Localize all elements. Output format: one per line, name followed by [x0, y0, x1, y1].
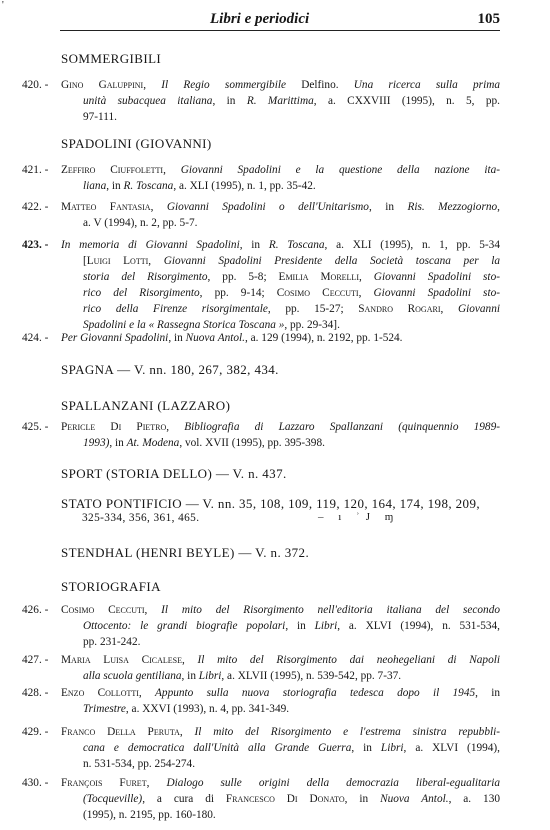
running-header: [60, 8, 500, 31]
section-heading-spallanzani: SPALLANZANI (LAZZARO): [61, 398, 231, 413]
citation-line: Gino Galuppini, Il Regio sommergibile Delfino. Una ricerca sulla prima: [61, 79, 501, 91]
entry-number: 420. -: [22, 79, 49, 91]
entry-426: [22, 602, 500, 650]
entry-citation: [61, 775, 500, 823]
citation-line: liana, in R. Toscana, a. XLI (1995), n. 1, pp. 35-42.: [83, 180, 316, 192]
entry-424: [22, 330, 500, 346]
citation-line: rico del Risorgimento, pp. 9-14; Cosimo Ceccuti, Giovanni Spadolini sto-: [83, 287, 501, 299]
citation-line: pp. 231-242.: [83, 636, 141, 648]
citation-line: Trimestre, a. XXVI (1993), n. 4, pp. 341-349.: [83, 703, 290, 715]
entry-number: 426. -: [22, 604, 49, 616]
entry-427: [22, 652, 500, 684]
entry-citation: [61, 419, 500, 451]
citation-line: Matteo Fantasia, Giovanni Spadolini o dell'Unitarismo, in Ris. Mezzogiorno,: [61, 201, 500, 213]
citation-line: Franco Della Peruta, Il mito del Risorgimento e l'estrema sinistra repubbli-: [61, 726, 501, 738]
entry-citation: [61, 162, 500, 194]
citation-line: rico della Firenze risorgimentale, pp. 15-27; Sandro Rogari, Giovanni: [83, 303, 500, 315]
citation-line: [Luigi Lotti, Giovanni Spadolini Presidente della Società toscana per la: [83, 255, 501, 267]
citation-line: a. V (1994), n. 2, pp. 5-7.: [83, 217, 198, 229]
section-heading-stato-pontificio: STATO PONTIFICIO — V. nn. 35, 108, 109, 119, 120, 164, 174, 198, 209,: [61, 496, 480, 511]
entry-citation: [61, 652, 500, 684]
citation-line: Per Giovanni Spadolini, in Nuova Antol., a. 129 (1994), n. 2192, pp. 1-524.: [61, 332, 403, 344]
entry-422: [22, 199, 500, 231]
section-heading-storiografia: STORIOGRAFIA: [61, 579, 161, 594]
entry-citation: [61, 237, 500, 333]
stray-print-marks: – ı ʾJ ɱ: [318, 511, 400, 523]
entry-citation: [61, 199, 500, 231]
entry-number: 421. -: [22, 164, 49, 176]
entry-428: [22, 685, 500, 717]
section-heading-stendhal: STENDHAL (HENRI BEYLE) — V. n. 372.: [61, 545, 310, 560]
entry-citation: [61, 724, 500, 772]
section-heading-sommergibili: SOMMERGIBILI: [61, 51, 162, 66]
section-heading-spagna: SPAGNA — V. nn. 180, 267, 382, 434.: [61, 362, 279, 377]
corner-mark: ': [2, 0, 4, 11]
citation-line: (1995), n. 2195, pp. 160-180.: [83, 809, 216, 821]
entry-number: 430. -: [22, 777, 49, 789]
entry-citation: [61, 602, 500, 650]
entry-423: [22, 237, 500, 333]
entry-number: 427. -: [22, 654, 49, 666]
entry-citation: [61, 330, 500, 346]
citation-line: n. 531-534, pp. 254-274.: [83, 758, 196, 770]
entry-number: 424. -: [22, 332, 49, 344]
citation-line: storia del Risorgimento, pp. 5-8; Emilia Morelli, Giovanni Spadolini sto-: [83, 271, 500, 283]
entry-number: 428. -: [22, 687, 49, 699]
entry-number: 429. -: [22, 726, 49, 738]
citation-line: Pericle Di Pietro, Bibliografia di Lazzaro Spallanzani (quinquennio 1989-: [61, 421, 500, 433]
entry-429: [22, 724, 500, 772]
citation-line: François Furet, Dialogo sulle origini della democrazia liberal-egualitaria: [61, 777, 500, 789]
entry-421: [22, 162, 500, 194]
section-crossref-continuation: 325-334, 356, 361, 465.: [82, 512, 200, 524]
entry-430: [22, 775, 500, 823]
entry-citation: [61, 685, 500, 717]
citation-line: In memoria di Giovanni Spadolini, in R. Toscana, a. XLI (1995), n. 1, pp. 5-34: [61, 239, 500, 251]
entry-425: [22, 419, 500, 451]
citation-line: Enzo Collotti, Appunto sulla nuova storiografia tedesca dopo il 1945, in: [61, 687, 501, 699]
running-title: Libri e periodici: [210, 11, 310, 27]
section-heading-spadolini: SPADOLINI (GIOVANNI): [61, 136, 212, 151]
citation-line: Ottocento: le grandi biografie popolari, in Libri, a. XLVI (1994), n. 531-534,: [83, 620, 500, 632]
citation-line: (Tocqueville), a cura di Francesco Di Donato, in Nuova Antol., a. 130: [83, 793, 500, 805]
entry-number: 425. -: [22, 421, 49, 433]
citation-line: alla scuola gentiliana, in Libri, a. XLVII (1995), n. 539-542, pp. 7-37.: [83, 670, 402, 682]
entry-number: 423. -: [22, 239, 49, 251]
citation-line: 1993), in At. Modena, vol. XVII (1995), pp. 395-398.: [83, 437, 325, 449]
citation-line: Spadolini e la « Rassegna Storica Toscana », pp. 29-34].: [83, 319, 340, 331]
citation-line: 97-111.: [83, 111, 117, 123]
citation-line: Zeffiro Ciuffoletti, Giovanni Spadolini e la questione della nazione ita-: [61, 164, 501, 176]
entry-420: [22, 77, 500, 125]
citation-line: Maria Luisa Cicalese, Il mito del Risorgimento dai neohegeliani di Napoli: [61, 654, 500, 666]
section-heading-sport: SPORT (STORIA DELLO) — V. n. 437.: [61, 466, 287, 481]
entry-citation: [61, 77, 500, 125]
entry-number: 422. -: [22, 201, 49, 213]
citation-line: cana e democratica dall'Unità alla Grande Guerra, in Libri, a. XLVI (1994),: [83, 742, 500, 754]
citation-line: Cosimo Ceccuti, Il mito del Risorgimento nell'editoria italiana del secondo: [61, 604, 501, 616]
citation-line: unità subacquea italiana, in R. Marittima, a. CXXVIII (1995), n. 5, pp.: [83, 95, 500, 107]
page-number: 105: [477, 11, 500, 27]
